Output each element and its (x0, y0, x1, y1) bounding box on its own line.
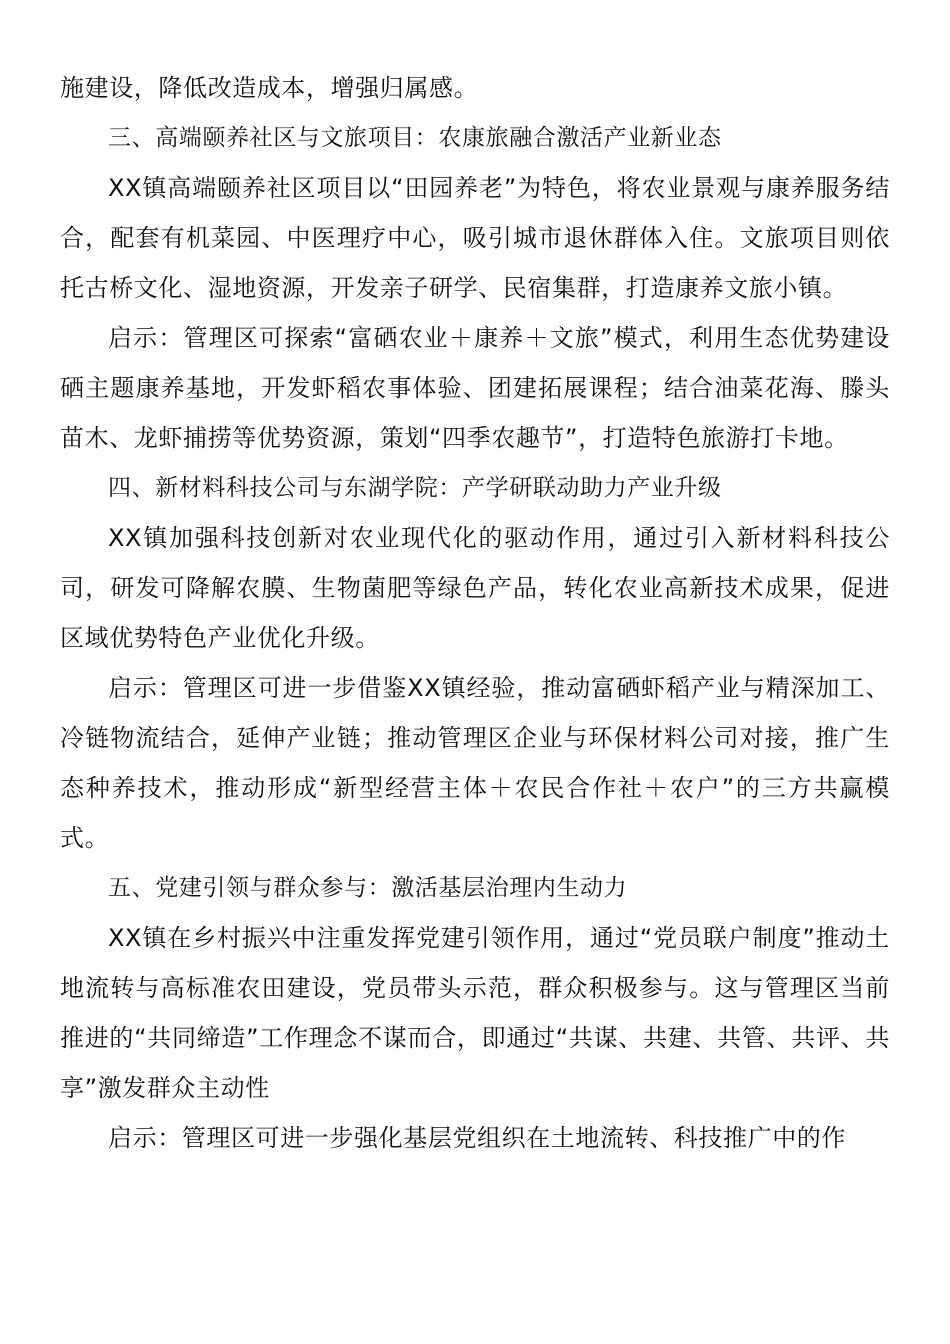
paragraph-party-building: XX镇在乡村振兴中注重发挥党建引领作用，通过“党员联户制度”推动土地流转与高标准农田建设，党员带头示范，群众积极参与。这与管理区当前推进的“共同缔造”工作理念不谋而合，即通过“共谋、共建、共管、共评、共享”激发群众主动性 (60, 924, 890, 1102)
paragraph-insight-industry: 启示：管理区可进一步借鉴XX镇经验，推动富硒虾稻产业与精深加工、冷链物流结合，延伸产业链；推动管理区企业与环保材料公司对接，推广生态种养技术，推动形成“新型经营主体＋农民合作社＋农户”的三方共赢模式。 (60, 674, 890, 852)
section-heading-4: 四、新材料科技公司与东湖学院：产学研联动助力产业升级 (108, 475, 722, 501)
section-heading-3: 三、高端颐养社区与文旅项目：农康旅融合激活产业新业态 (108, 125, 722, 151)
paragraph-insight-tourism: 启示：管理区可探索“富硒农业＋康养＋文旅”模式，利用生态优势建设硒主题康养基地，开发虾稻农事体验、团建拓展课程；结合油菜花海、滕头苗木、龙虾捕捞等优势资源，策划“四季农趣节”，打造特色旅游打卡地。 (60, 324, 890, 452)
paragraph-elderly-community: XX镇高端颐养社区项目以“田园养老”为特色，将农业景观与康养服务结合，配套有机菜园、中医理疗中心，吸引城市退休群体入住。文旅项目则依托古桥文化、湿地资源，开发亲子研学、民宿集群，打造康养文旅小镇。 (60, 174, 890, 302)
paragraph-new-materials: XX镇加强科技创新对农业现代化的驱动作用，通过引入新材料科技公司，研发可降解农膜、生物菌肥等绿色产品，转化农业高新技术成果，促进区域优势特色产业优化升级。 (60, 524, 890, 652)
paragraph-continuation: 施建设，降低改造成本，增强归属感。 (60, 74, 479, 102)
paragraph-insight-governance: 启示：管理区可进一步强化基层党组织在土地流转、科技推广中的作 (108, 1124, 846, 1152)
section-heading-5: 五、党建引领与群众参与：激活基层治理内生动力 (108, 875, 628, 901)
